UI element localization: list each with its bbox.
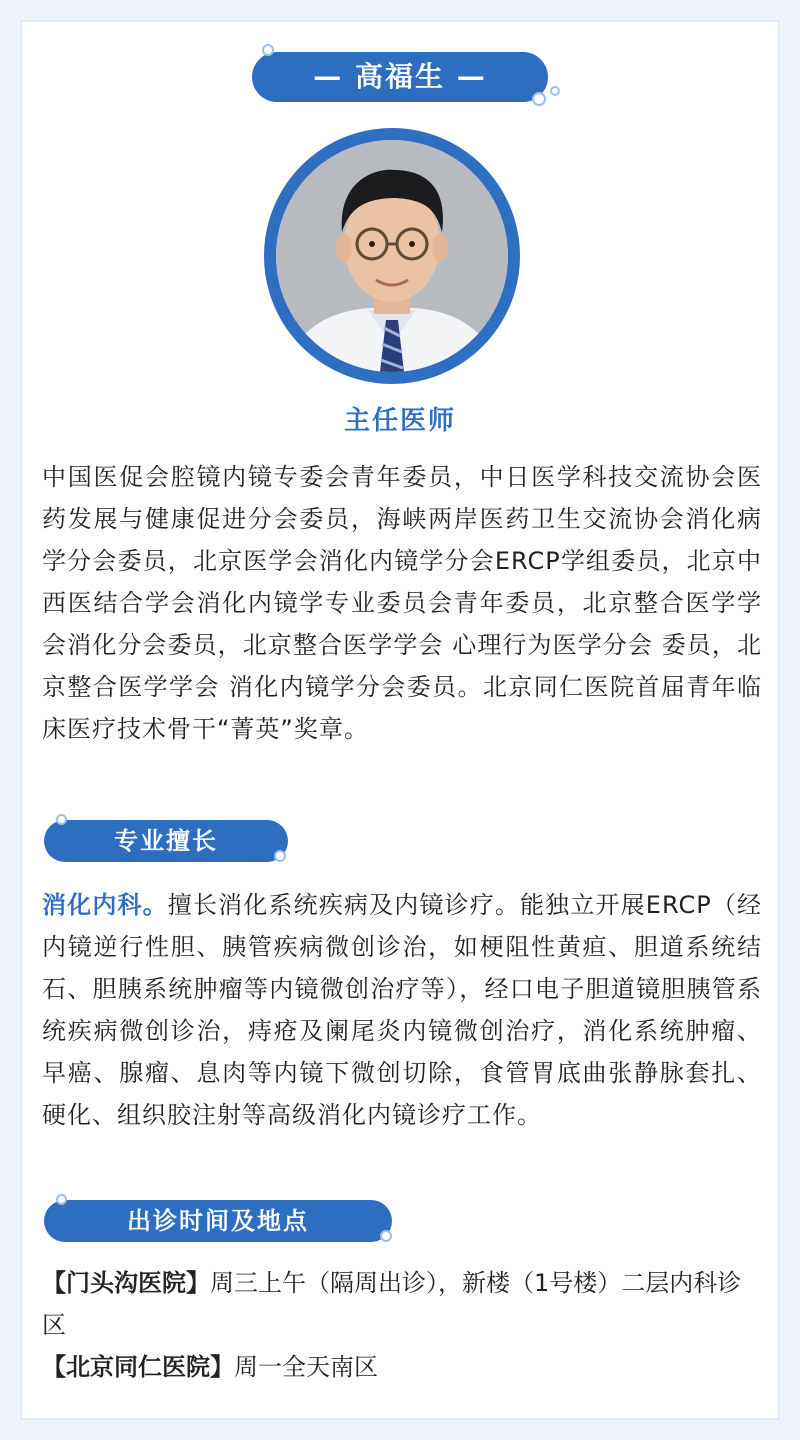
- schedule-location: 【门头沟医院】: [42, 1269, 210, 1297]
- doctor-bio: 中国医促会腔镜内镜专委会青年委员，中日医学科技交流协会医药发展与健康促进分会委员，海峡两岸医药卫生交流协会消化病学分会委员，北京医学会消化内镜学分会ERCP学组委员，北京中西医结合学会消化内镜学专业委员会青年委员，北京整合医学学会消化分会委员，北京整合医学学会 心理行为医学分会 委员，北京整合医学学会 消化内镜学分会委员。北京同仁医院首届青年临床医疗技术骨干“菁英”奖章。: [42, 463, 762, 743]
- specialty-heading: 专业擅长: [44, 820, 288, 862]
- schedule-location: 【北京同仁医院】: [42, 1353, 234, 1381]
- doctor-title: 主任医师: [343, 406, 456, 436]
- schedule-list: [42, 1262, 762, 1388]
- schedule-item: [42, 1262, 762, 1346]
- specialty-text: [42, 884, 762, 1136]
- decor-dot: [550, 86, 560, 96]
- doctor-name: — 高福生 —: [252, 52, 548, 102]
- specialty-highlight: 消化内科。: [42, 891, 168, 919]
- decor-dot: [274, 850, 286, 862]
- decor-dot: [56, 814, 67, 825]
- schedule-item: [42, 1346, 762, 1388]
- schedule-heading: 出诊时间及地点: [44, 1200, 392, 1242]
- doctor-portrait-icon: [276, 140, 508, 372]
- decor-dot: [380, 1230, 392, 1242]
- decor-dot: [262, 44, 274, 56]
- schedule-detail: 周一全天南区: [234, 1353, 378, 1381]
- decor-dot: [532, 92, 546, 106]
- schedule-detail: 周三上午（隔周出诊），新楼（1号楼）二层内科诊区: [42, 1269, 742, 1339]
- avatar: [276, 140, 508, 372]
- specialty-body: 擅长消化系统疾病及内镜诊疗。能独立开展ERCP（经内镜逆行性胆、胰管疾病微创诊治，如梗阻性黄疸、胆道系统结石、胆胰系统肿瘤等内镜微创治疗等），经口电子胆道镜胆胰管系统疾病微创诊治，痔疮及阑尾炎内镜微创治疗，消化系统肿瘤、早癌、腺瘤、息肉等内镜下微创切除，食管胃底曲张静脉套扎、硬化、组织胶注射等高级消化内镜诊疗工作。: [42, 891, 763, 1129]
- decor-dot: [56, 1194, 67, 1205]
